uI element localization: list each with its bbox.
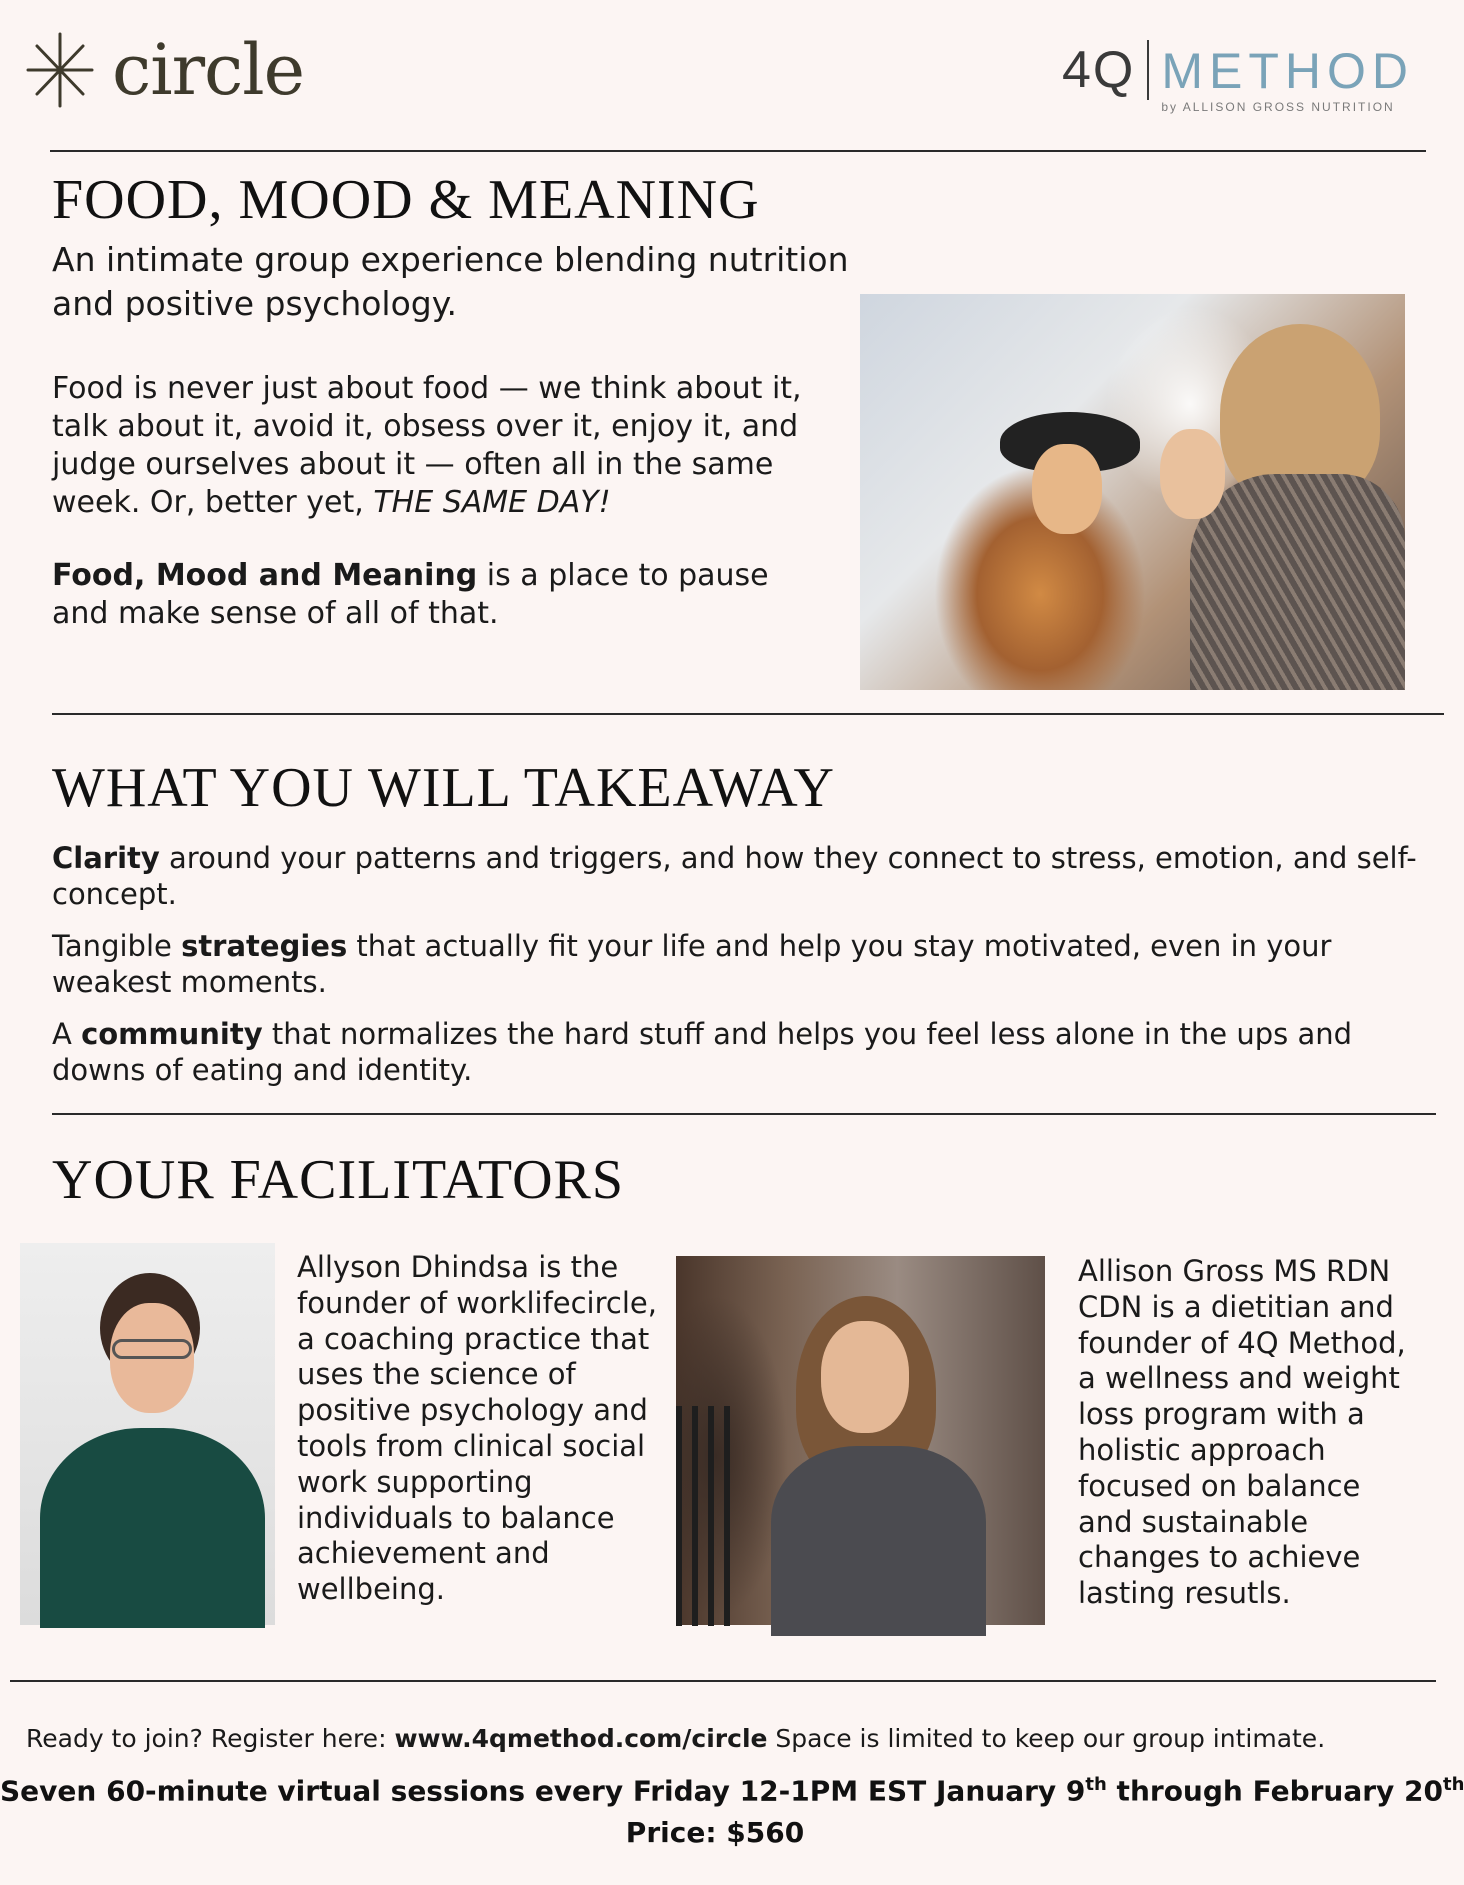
- divider-2: [52, 1113, 1436, 1115]
- 4q-wordmark: 4Q: [1061, 41, 1136, 99]
- circle-logo: [22, 28, 304, 112]
- facilitators-title: YOUR FACILITATORS: [52, 1149, 625, 1211]
- logo-divider: [1147, 40, 1149, 100]
- starburst-icon: [22, 28, 98, 112]
- price-line: Price: $560: [625, 1816, 805, 1849]
- allison-bio: Allison Gross MS RDN CDN is a dietitian and founder of 4Q Method, a wellness and weight loss program with a holistic approach focused on balance and sustainable changes to achieve lasting resutls.: [1078, 1254, 1406, 1611]
- page-title: FOOD, MOOD & MEANING: [52, 169, 760, 231]
- intro-paragraph-1: Food is never just about food — we think about it, talk about it, avoid it, obsess over it, enjoy it, and judge ourselves about it — often all in the same week. Or, better yet, THE SAME DAY!: [52, 371, 802, 520]
- program-name: Food, Mood and Meaning: [52, 558, 478, 593]
- takeaway-item-community: A community that normalizes the hard stuff and helps you feel less alone in the ups and downs of eating and identity.: [52, 1017, 1353, 1087]
- group-photo: [860, 294, 1405, 690]
- intro-paragraph-2: Food, Mood and Meaning is a place to pause and make sense of all of that.: [52, 558, 769, 631]
- sessions-line: Seven 60-minute virtual sessions every Friday 12-1PM EST January 9th through February 20th: [0, 1774, 1464, 1808]
- takeaway-item-strategies: Tangible strategies that actually fit your life and help you stay motivated, even in your weakest moments.: [52, 929, 1332, 999]
- register-link[interactable]: www.4qmethod.com/circle: [394, 1724, 768, 1753]
- allison-photo: [676, 1256, 1045, 1625]
- method-wordmark: METHOD: [1161, 43, 1414, 99]
- intro-subtitle: An intimate group experience blending nutrition and positive psychology.: [52, 240, 849, 323]
- register-line: Ready to join? Register here: www.4qmethod.com/circle Space is limited to keep our group intimate.: [26, 1724, 1326, 1753]
- divider-top: [50, 150, 1426, 152]
- 4q-method-logo: [1062, 40, 1414, 114]
- divider-bottom: [10, 1680, 1436, 1682]
- emphasis-text: THE SAME DAY!: [373, 485, 611, 520]
- allyson-bio: Allyson Dhindsa is the founder of worklifecircle, a coaching practice that uses the science of positive psychology and tools from clinical social work supporting individuals to balance achievement and wellbeing.: [297, 1250, 657, 1607]
- divider-1: [52, 713, 1444, 715]
- takeaway-item-clarity: Clarity around your patterns and triggers, and how they connect to stress, emotion, and self-concept.: [52, 841, 1417, 911]
- takeaway-title: WHAT YOU WILL TAKEAWAY: [52, 757, 835, 819]
- circle-wordmark: circle: [112, 29, 305, 111]
- logo-tagline: by ALLISON GROSS NUTRITION: [1161, 100, 1395, 114]
- allyson-photo: [20, 1243, 275, 1625]
